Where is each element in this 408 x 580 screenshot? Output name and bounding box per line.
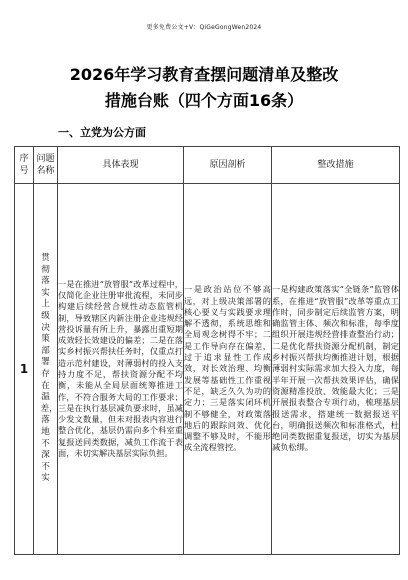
document-title-line-2: 措施台账（四个方面16条） [104,91,304,110]
section-heading: 一、立党为公方面 [58,126,146,139]
header-note: 更多免费公文+V：QiGeGongWen2024 [146,24,262,31]
table-header-row [15,147,400,184]
column-header-index: 序号 [15,147,34,184]
row-measures: 一是构建政策落实“全链条”监管体系，在推进“放管服”改革等重点工作时，同步制定后续监管方案，明确监管主体、频次和标准，每季度组织开展违规经营排查整治行动；二是优化帮扶资源分配机制，制定乡村振兴帮扶均衡推进计划，根据薄弱村实际需求加大投入力度，每半年开展一次帮扶效果评估，确保资源精准投放、效能最大化；三是开展报表整合专项行动，梳理基层报送需求，搭建统一数据报送平台，明确报送频次和标准格式，杜绝同类数据重复报送，切实为基层减负松绑。 [272,184,400,555]
issue-rectification-table [14,146,400,555]
table-row [15,184,400,555]
column-header-cause: 原因剖析 [184,147,272,184]
row-issue-name: 贯彻落实上级决策部署存在温差，落地不深不实 [34,184,58,555]
row-cause: 一是政治站位不够高远，对上级决策部署的核心要义与实践要求理解不透彻，系统思维和全局观念树得不牢；二是工作导向存在偏差，过于追求显性工作成效，对长效治理、均衡发展等基础性工作重视不足，缺乏久久为功的定力；三是落实闭环机制不够健全，对政策落地后的跟踪问效、优化调整不够及时，不能形成全流程管控。 [184,184,272,555]
row-index: 1 [15,184,34,555]
column-header-description: 具体表现 [58,147,184,184]
row-description: 一是在推进“放管服”改革过程中，仅简化企业注册审批流程，未同步构建后续经营合规性动态监管机制，导致辖区内新注册企业违规经营投诉量有所上升，暴露出重短期成效轻长效建设的偏差；二是在落实乡村振兴帮扶任务时，仅重点打造示范村建设，对薄弱村的投入支持力度不足，帮扶资源分配不均衡，未能从全局层面统筹推进工作，不符合服务大局的工作要求；三是在执行基层减负要求时，虽减少发文数量，但未对报表内容进行整合优化，基层仍需向多个科室重复报送同类数据，减负工作流于表面，未切实解决基层实际负担。 [58,184,184,555]
column-header-measures: 整改措施 [272,147,400,184]
document-title-line-1: 2026年学习教育查摆问题清单及整改 [69,65,339,84]
column-header-issue-name: 问题名称 [34,147,58,184]
